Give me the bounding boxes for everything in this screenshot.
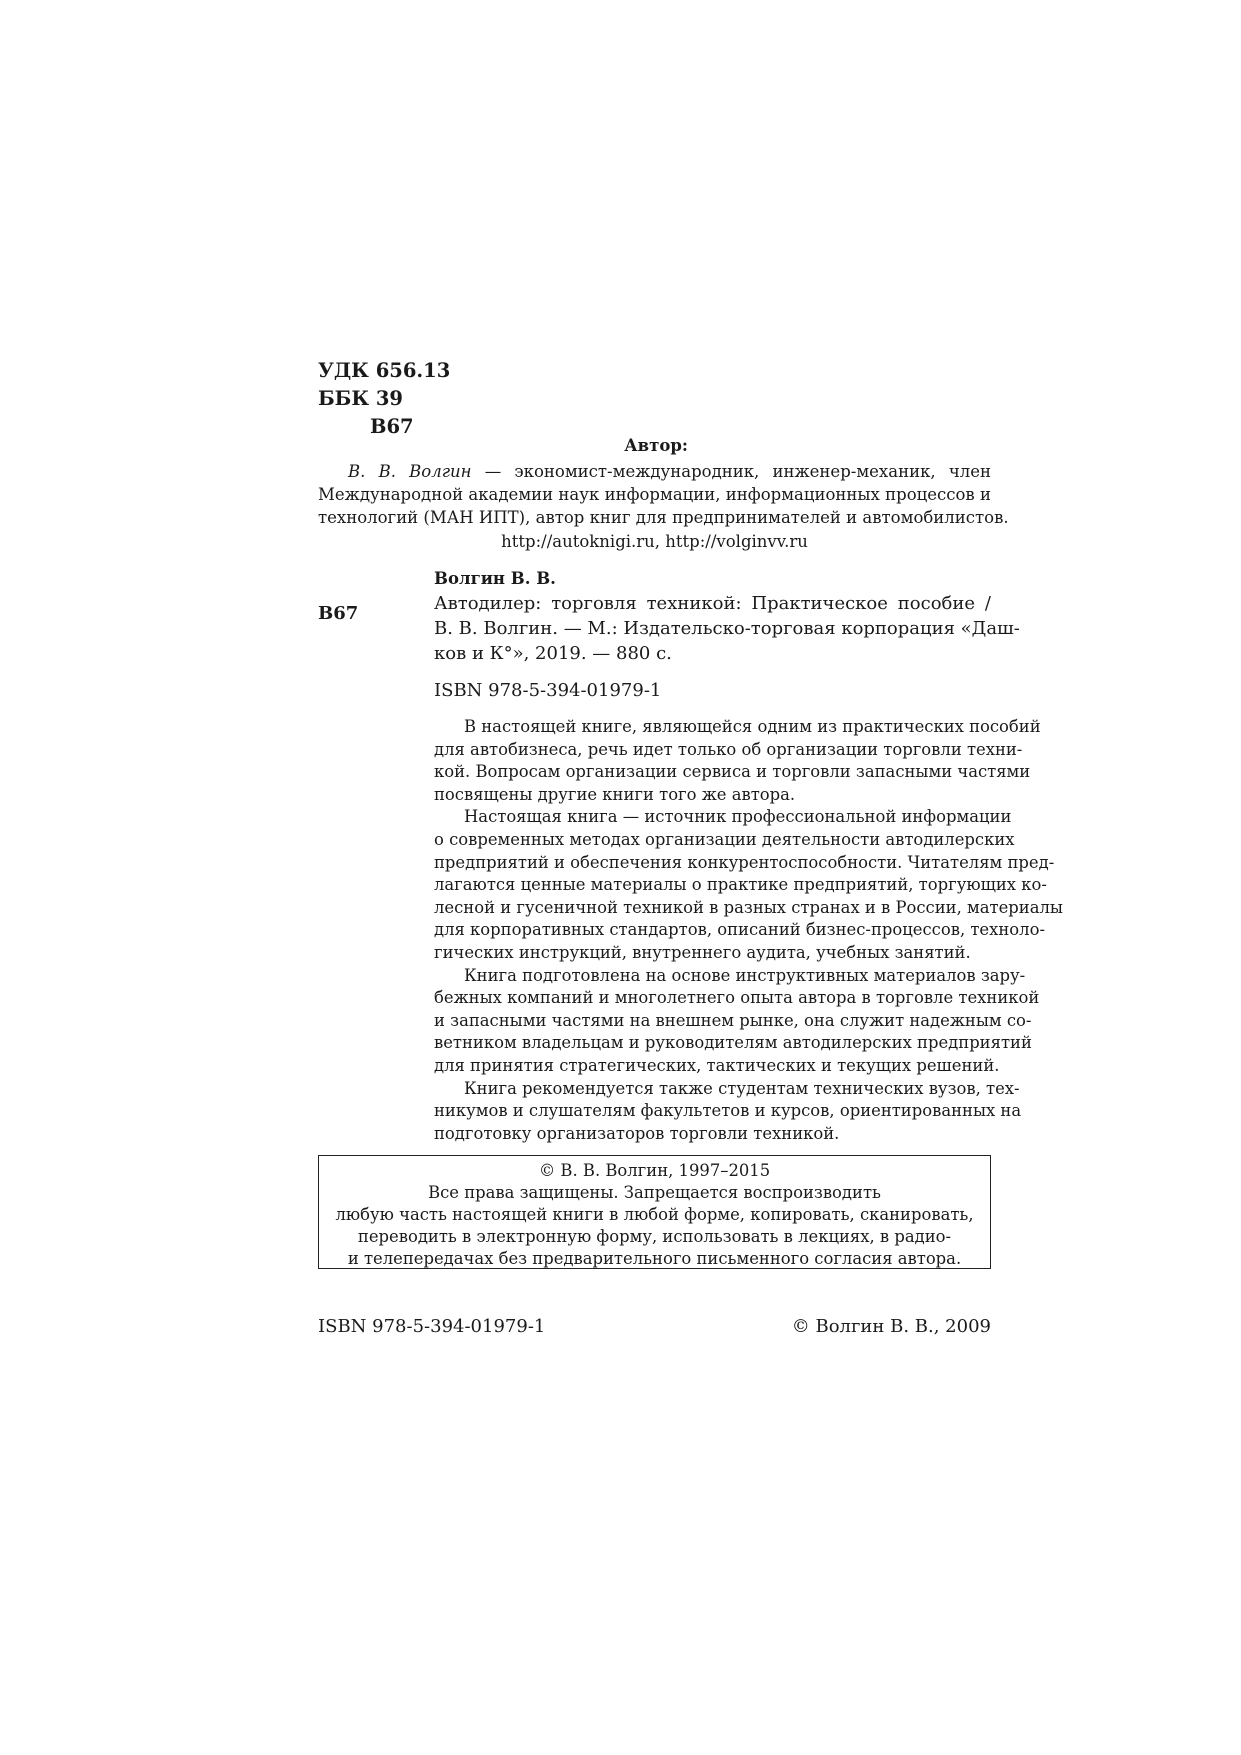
rights-line: переводить в электронную форму, использовать в лекциях, в радио- <box>357 1227 952 1246</box>
annotation-line: кой. Вопросам организации сервиса и торговли запасными частями <box>434 762 1031 782</box>
rights-copyright: © В. В. Волгин, 1997–2015 <box>538 1161 771 1180</box>
footer-isbn: ISBN 978-5-394-01979-1 <box>318 1316 546 1337</box>
author-line-1: В. В. Волгин — экономист-международник, инженер-механик, член <box>348 462 991 481</box>
bbk-code: ББК 39 <box>318 387 403 410</box>
annotation-line: бежных компаний и многолетнего опыта автора в торговле техникой <box>434 988 1040 1008</box>
annotation-line: и запасными частями на внешнем рынке, она служит надежным со- <box>434 1010 1032 1030</box>
author-urls: http://autoknigi.ru, http://volginvv.ru <box>501 532 808 551</box>
rights-line: любую часть настоящей книги в любой форме, копировать, сканировать, <box>335 1205 974 1224</box>
annotation-line: гических инструкций, внутреннего аудита, учебных занятий. <box>434 942 971 962</box>
annotation-line: подготовку организаторов торговли техникой. <box>434 1123 840 1143</box>
annotation-line: для корпоративных стандартов, описаний бизнес-процессов, техноло- <box>434 920 1045 940</box>
author-name: В. В. Волгин <box>348 462 472 481</box>
udk-code: УДК 656.13 <box>318 359 451 382</box>
citation-line: В. В. Волгин. — М.: Издательско-торговая корпорация «Даш- <box>434 618 1020 639</box>
citation-author: Волгин В. В. <box>434 569 556 588</box>
citation-margin-mark: В67 <box>318 603 359 624</box>
citation-isbn: ISBN 978-5-394-01979-1 <box>434 680 662 701</box>
author-heading: Автор: <box>624 436 688 455</box>
annotation-line: Книга рекомендуется также студентам технических вузов, тех- <box>464 1078 1020 1098</box>
annotation-line: лесной и гусеничной техникой в разных странах и в России, материалы <box>434 897 1063 917</box>
annotation <box>434 716 1063 1145</box>
rights-box <box>318 1155 991 1269</box>
annotation-line: Книга подготовлена на основе инструктивных материалов зару- <box>464 965 1026 985</box>
annotation-line: предприятий и обеспечения конкурентоспособности. Читателям пред- <box>434 852 1055 872</box>
annotation-line: для автобизнеса, речь идет только об организации торговли техни- <box>434 739 1023 759</box>
rights-line: Все права защищены. Запрещается воспроизводить <box>428 1183 881 1202</box>
annotation-line: Настоящая книга — источник профессиональной информации <box>464 807 1012 827</box>
author-line-3: технологий (МАН ИПТ), автор книг для предпринимателей и автомобилистов. <box>318 508 1009 527</box>
author-description <box>318 460 1009 529</box>
annotation-line: В настоящей книге, являющейся одним из практических пособий <box>464 717 1041 736</box>
citation-line: Автодилер: торговля техникой: Практическое пособие / <box>434 593 991 614</box>
rights-line: и телепередачах без предварительного письменного согласия автора. <box>347 1249 962 1268</box>
annotation-line: ветником владельцам и руководителям автодилерских предприятий <box>434 1033 1032 1053</box>
annotation-line: для принятия стратегических, тактических и текущих решений. <box>434 1055 1000 1075</box>
citation-line: ков и К°», 2019. — 880 с. <box>434 643 672 664</box>
author-line-2: Международной академии наук информации, информационных процессов и <box>318 485 991 504</box>
citation-text <box>434 591 1020 666</box>
annotation-line: посвящены другие книги того же автора. <box>434 784 796 804</box>
footer-copyright: © Волгин В. В., 2009 <box>791 1316 991 1337</box>
author-mark: В67 <box>370 415 414 438</box>
annotation-line: никумов и слушателям факультетов и курсов, ориентированных на <box>434 1101 1022 1121</box>
annotation-line: о современных методах организации деятельности автодилерских <box>434 829 1015 849</box>
annotation-line: лагаются ценные материалы о практике предприятий, торгующих ко- <box>434 875 1047 895</box>
